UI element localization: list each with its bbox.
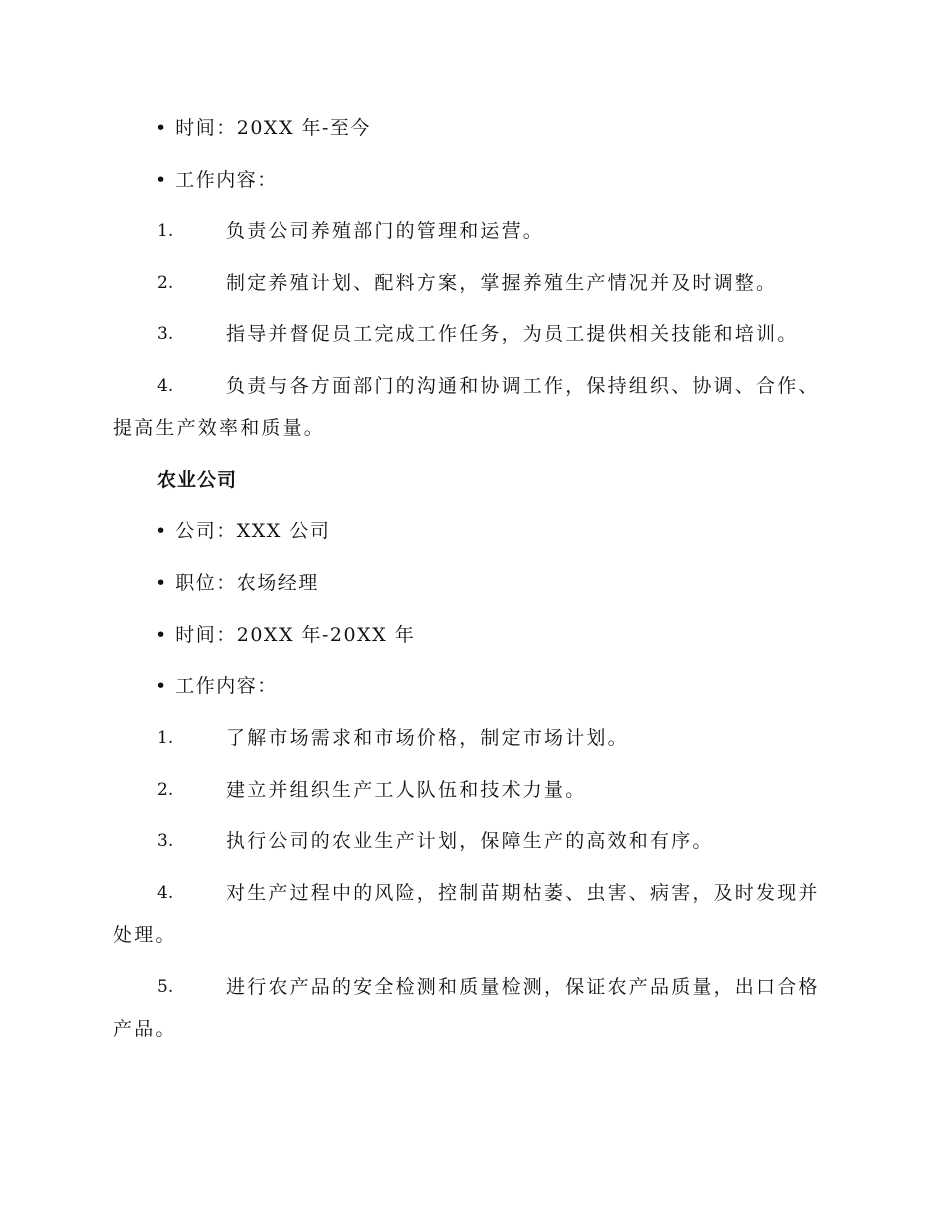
item-number: 2. bbox=[157, 780, 174, 800]
section-heading: 农业公司 bbox=[157, 469, 238, 491]
item-text-continued: 处理。 bbox=[113, 924, 177, 946]
item-number: 2. bbox=[157, 273, 174, 293]
item-text-continued: 提高生产效率和质量。 bbox=[113, 417, 326, 439]
item-number: 3. bbox=[157, 324, 174, 344]
item-text: 建立并组织生产工人队伍和技术力量。 bbox=[226, 779, 587, 801]
item-text: 对生产过程中的风险，控制苗期枯萎、虫害、病害，及时发现并 bbox=[226, 882, 820, 904]
work-content-label: • 工作内容： bbox=[155, 169, 278, 191]
item-text: 指导并督促员工完成工作任务，为员工提供相关技能和培训。 bbox=[226, 323, 799, 345]
item-number: 4. bbox=[157, 376, 174, 396]
item-text: 制定养殖计划、配料方案，掌握养殖生产情况并及时调整。 bbox=[226, 272, 778, 294]
time-line: • 时间：20XX 年-20XX 年 bbox=[155, 624, 416, 646]
time-line: • 时间：20XX 年-至今 bbox=[155, 117, 371, 139]
item-text-continued: 产品。 bbox=[113, 1018, 177, 1040]
item-text: 负责公司养殖部门的管理和运营。 bbox=[226, 220, 545, 242]
item-text: 执行公司的农业生产计划，保障生产的高效和有序。 bbox=[226, 830, 714, 852]
item-text: 进行农产品的安全检测和质量检测，保证农产品质量，出口合格 bbox=[226, 976, 820, 998]
item-number: 5. bbox=[157, 977, 174, 997]
position-line: • 职位：农场经理 bbox=[155, 572, 319, 594]
work-content-label: • 工作内容： bbox=[155, 675, 278, 697]
company-line: • 公司：XXX 公司 bbox=[155, 520, 331, 542]
item-number: 4. bbox=[157, 883, 174, 903]
item-text: 了解市场需求和市场价格，制定市场计划。 bbox=[226, 727, 629, 749]
item-number: 3. bbox=[157, 831, 174, 851]
item-number: 1. bbox=[157, 728, 174, 748]
item-number: 1. bbox=[157, 221, 174, 241]
item-text: 负责与各方面部门的沟通和协调工作，保持组织、协调、合作、 bbox=[226, 375, 820, 397]
